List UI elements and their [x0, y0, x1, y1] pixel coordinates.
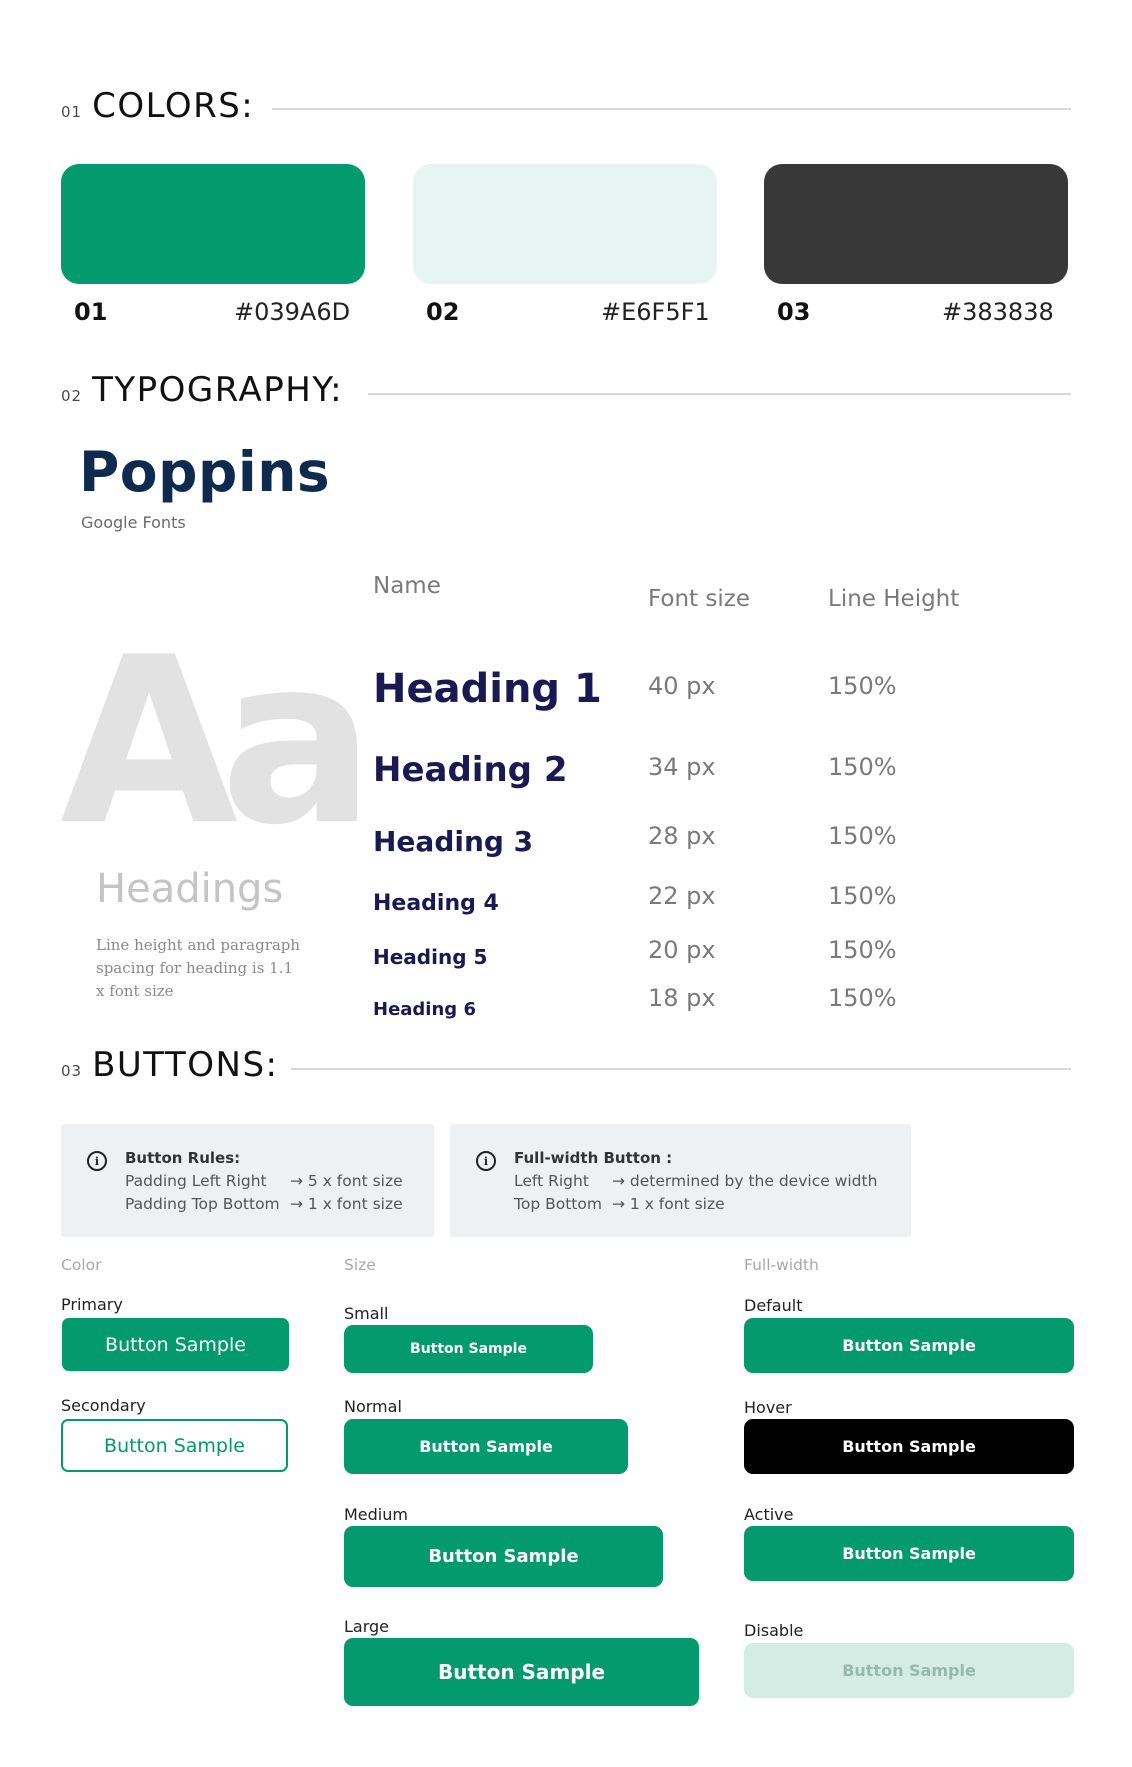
variant-label-large: Large	[344, 1617, 390, 1636]
heading-6-sample: Heading 6	[373, 999, 476, 1020]
section-number: 02	[61, 387, 83, 405]
info-icon: i	[476, 1151, 496, 1171]
rule-label: Left Right	[514, 1172, 589, 1190]
section-divider	[272, 108, 1071, 110]
colors-section-header	[61, 86, 254, 126]
heading-2-line-height: 150%	[828, 753, 897, 781]
fullwidth-rules-box	[450, 1124, 911, 1237]
column-header-font-size: Font size	[648, 586, 750, 612]
heading-3-line-height: 150%	[828, 822, 897, 850]
heading-4-line-height: 150%	[828, 882, 897, 910]
fullwidth-default-button[interactable]: Button Sample	[744, 1318, 1074, 1373]
group-label-color: Color	[61, 1256, 102, 1274]
rules-title: Button Rules:	[125, 1149, 241, 1167]
heading-4-size: 22 px	[648, 882, 716, 910]
large-button[interactable]: Button Sample	[344, 1638, 699, 1706]
font-family-name: Poppins	[79, 440, 331, 504]
column-header-line-height: Line Height	[828, 586, 960, 612]
medium-button[interactable]: Button Sample	[344, 1526, 663, 1587]
rule-value: → 5 x font size	[290, 1172, 403, 1190]
fullwidth-disabled-button: Button Sample	[744, 1643, 1074, 1698]
rule-label: Padding Left Right	[125, 1172, 267, 1190]
fullwidth-active-button[interactable]: Button Sample	[744, 1526, 1074, 1581]
variant-label-normal: Normal	[344, 1397, 402, 1416]
normal-button[interactable]: Button Sample	[344, 1419, 628, 1474]
font-source: Google Fonts	[81, 513, 186, 532]
variant-label-active: Active	[744, 1505, 794, 1524]
type-preview-label: Headings	[96, 866, 284, 912]
variant-label-secondary: Secondary	[61, 1396, 146, 1415]
variant-label-medium: Medium	[344, 1505, 408, 1524]
heading-1-sample: Heading 1	[373, 666, 602, 712]
color-swatch-dark	[764, 164, 1068, 284]
swatch-hex: #383838	[942, 298, 1054, 326]
color-swatch-light	[413, 164, 717, 284]
fullwidth-hover-button[interactable]: Button Sample	[744, 1419, 1074, 1474]
heading-4-sample: Heading 4	[373, 891, 499, 916]
small-button[interactable]: Button Sample	[344, 1325, 593, 1373]
section-title: COLORS:	[92, 86, 255, 126]
section-number: 03	[61, 1062, 83, 1080]
section-title: BUTTONS:	[92, 1045, 279, 1085]
typography-section-header	[61, 370, 343, 410]
swatch-hex: #039A6D	[234, 298, 351, 326]
heading-5-size: 20 px	[648, 936, 716, 964]
heading-6-size: 18 px	[648, 984, 716, 1012]
column-header-name: Name	[373, 573, 441, 599]
section-number: 01	[61, 103, 83, 121]
section-divider	[368, 393, 1071, 395]
heading-5-sample: Heading 5	[373, 945, 488, 969]
rules-title: Full-width Button :	[514, 1149, 673, 1167]
variant-label-primary: Primary	[61, 1295, 123, 1314]
rule-label: Padding Top Bottom	[125, 1195, 280, 1213]
swatch-number: 01	[74, 298, 108, 326]
heading-3-sample: Heading 3	[373, 825, 534, 858]
group-label-size: Size	[344, 1256, 376, 1274]
swatch-number: 02	[426, 298, 460, 326]
variant-label-default: Default	[744, 1296, 803, 1315]
heading-6-line-height: 150%	[828, 984, 897, 1012]
info-icon: i	[87, 1151, 107, 1171]
variant-label-disable: Disable	[744, 1621, 804, 1640]
heading-1-line-height: 150%	[828, 672, 897, 700]
swatch-hex: #E6F5F1	[601, 298, 710, 326]
buttons-section-header	[61, 1045, 278, 1085]
section-title: TYPOGRAPHY:	[92, 370, 344, 410]
section-divider	[291, 1068, 1071, 1070]
type-preview-glyph: Aa	[60, 609, 358, 876]
type-preview-note: Line height and paragraph spacing for heading is 1.1 x font size	[96, 936, 301, 1000]
variant-label-small: Small	[344, 1304, 389, 1323]
rule-label: Top Bottom	[514, 1195, 602, 1213]
rule-value: → 1 x font size	[290, 1195, 403, 1213]
heading-2-size: 34 px	[648, 753, 716, 781]
swatch-number: 03	[777, 298, 811, 326]
heading-1-size: 40 px	[648, 672, 716, 700]
secondary-button[interactable]: Button Sample	[61, 1419, 288, 1472]
heading-2-sample: Heading 2	[373, 750, 568, 790]
group-label-fullwidth: Full-width	[744, 1256, 819, 1274]
primary-button[interactable]: Button Sample	[62, 1318, 289, 1371]
button-rules-box	[61, 1124, 434, 1237]
variant-label-hover: Hover	[744, 1398, 792, 1417]
heading-3-size: 28 px	[648, 822, 716, 850]
rule-value: → determined by the device width	[612, 1172, 878, 1190]
rule-value: → 1 x font size	[612, 1195, 725, 1213]
heading-5-line-height: 150%	[828, 936, 897, 964]
color-swatch-primary	[61, 164, 365, 284]
